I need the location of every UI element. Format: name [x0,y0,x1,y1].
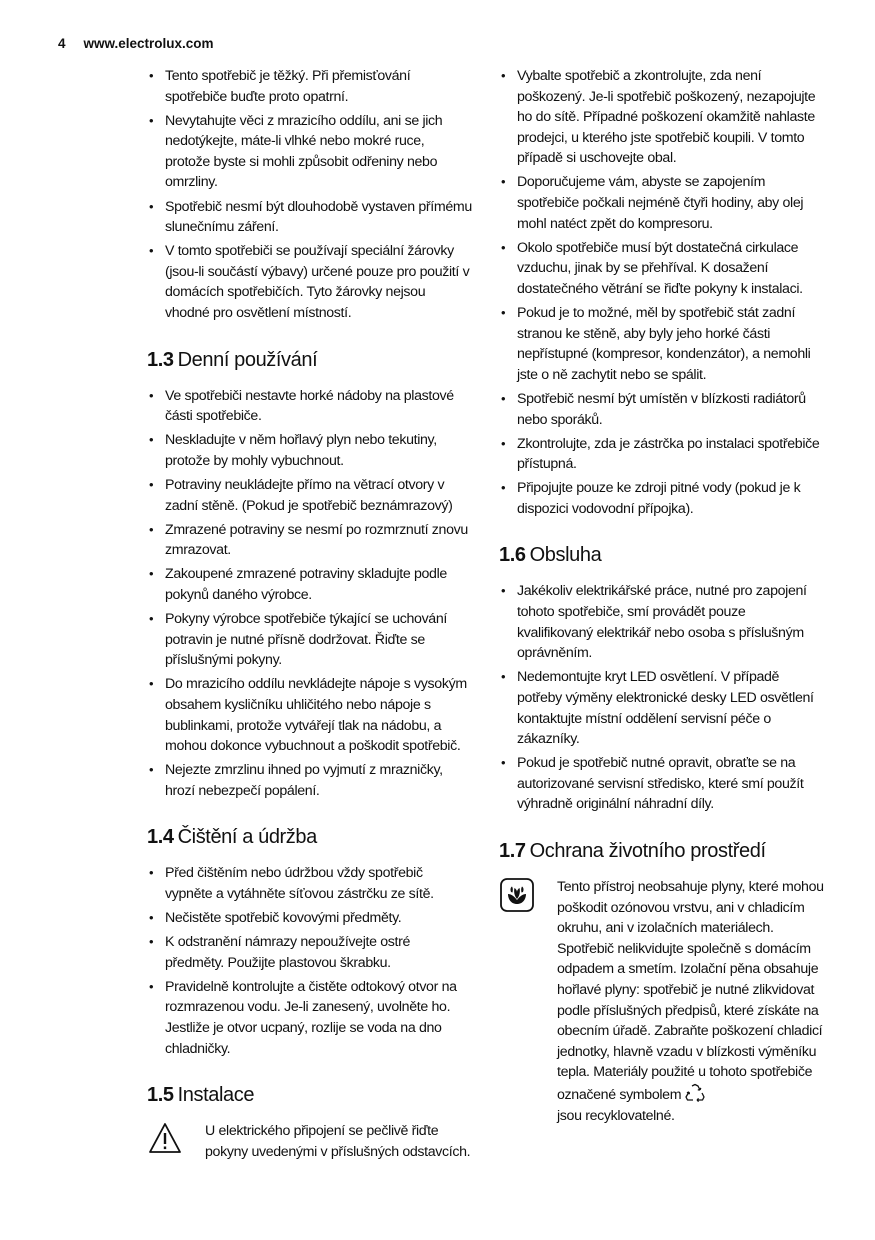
list-item: • Před čištěním nebo údržbou vždy spotřebič vypněte a vytáhněte síťovou zástrčku ze sítě. [147,863,472,904]
daily-use-list [147,386,472,802]
list-item: • V tomto spotřebiči se používají speciální žárovky (jsou-li součástí výbavy) určené pouze pro použití v domácích spotřebičích. Tyto žárovky nejsou vhodné pro osvětlení místností. [147,241,472,323]
section-title: Obsluha [529,544,602,567]
list-item: • Připojujte pouze ke zdroji pitné vody (pokud je k dispozici vodovodní přípojka). [499,478,824,519]
list-item: • Zakoupené zmrazené potraviny skladujte podle pokynů daného výrobce. [147,564,472,605]
list-item: • Doporučujeme vám, abyste se zapojením spotřebiče počkali nejméně čtyři hodiny, aby olej mohl natéct zpět do kompresoru. [499,172,824,234]
list-item: • Nevytahujte věci z mrazicího oddílu, ani se jich nedotýkejte, máte-li vlhké nebo mokré ruce, protože byste si mohli způsobit odřeniny nebo omrzliny. [147,111,472,193]
list-item: • Pokud je to možné, měl by spotřebič stát zadní stranou ke stěně, aby byly jeho horké části nepřístupné (kompresor, kondenzátor), a nemohli jste o ně zachytit nebo se spálit. [499,303,824,385]
section-title: Denní používání [177,348,318,371]
list-item: • Potraviny neukládejte přímo na větrací otvory v zadní stěně. (Pokud je spotřebič beznámrazový) [147,475,472,516]
section-heading-1-6 [499,543,824,567]
environment-icon [499,877,535,913]
environment-text-end: jsou recyklovatelné. [557,1107,675,1124]
environment-text [557,877,824,1126]
environment-text-main: Tento přístroj neobsahuje plyny, které mohou poškodit ozónovou vrstvu, ani v chladicím okruhu, ani v izolačních materiálech. Spotřebič nelikvidujte společně s domácím odpadem a smetím. Izolační pěna obsahuje hořlavé plyny: spotřebič je nutné zlikvidovat podle příslušných předpisů, které získáte na obecním úřadě. Zabraňte poškození chladicí jednotky, hlavně vzadu v blízkosti výměníku tepla. Materiály použité u tohoto spotřebiče označené symbolem [557,879,824,1103]
list-item: • Pokud je spotřebič nutné opravit, obraťte se na autorizované servisní středisko, které smí použít výhradně originální náhradní díly. [499,753,824,815]
list-item: • Ve spotřebiči nestavte horké nádoby na plastové části spotřebiče. [147,386,472,427]
safety-list-continued [147,66,472,324]
section-heading-1-5 [147,1083,472,1107]
section-heading-1-3 [147,348,472,372]
section-number: 1.6 [499,544,526,567]
list-item: • Nedemontujte kryt LED osvětlení. V případě potřeby výměny elektronické desky LED osvětlení kontaktujte místní oddělení servisní péče o zákazníky. [499,667,824,749]
section-number: 1.4 [147,826,174,849]
section-number: 1.5 [147,1084,174,1107]
section-heading-1-4 [147,825,472,849]
page-header [58,36,214,51]
warning-text: U elektrického připojení se pečlivě řiďte pokyny uvedenými v příslušných odstavcích. [205,1123,471,1160]
installation-warning [147,1121,472,1162]
environment-note [499,877,824,1126]
list-item: • Nečistěte spotřebič kovovými předměty. [147,908,472,929]
list-item: • Pravidelně kontrolujte a čistěte odtokový otvor na rozmrazenou vodu. Je-li zanesený, uvolněte ho. Jestliže je otvor ucpaný, rozlije se voda na dno chladničky. [147,977,472,1059]
service-list [499,581,824,815]
site-url: www.electrolux.com [83,36,214,51]
list-item: • Okolo spotřebiče musí být dostatečná cirkulace vzduchu, jinak by se přehříval. K dosažení dostatečného větrání se řiďte pokyny k instalaci. [499,238,824,300]
list-item: • K odstranění námrazy nepoužívejte ostré předměty. Použijte plastovou škrabku. [147,932,472,973]
list-item: • Neskladujte v něm hořlavý plyn nebo tekutiny, protože by mohly vybuchnout. [147,430,472,471]
list-item: • Zkontrolujte, zda je zástrčka po instalaci spotřebiče přístupná. [499,434,824,475]
list-item: • Zmrazené potraviny se nesmí po rozmrznutí znovu zmrazovat. [147,520,472,561]
list-item: • Jakékoliv elektrikářské práce, nutné pro zapojení tohoto spotřebiče, smí provádět pouze kvalifikovaný elektrikář nebo osoba s příslušným oprávněním. [499,581,824,663]
list-item: • Spotřebič nesmí být umístěn v blízkosti radiátorů nebo sporáků. [499,389,824,430]
section-number: 1.3 [147,348,174,371]
recycle-icon [684,1083,706,1103]
section-number: 1.7 [499,840,526,862]
page-number: 4 [58,36,66,51]
section-title: Čištění a údržba [177,826,317,849]
list-item: • Pokyny výrobce spotřebiče týkající se uchování potravin je nutné přísně dodržovat. Řiďte se příslušnými pokyny. [147,609,472,671]
section-title: Ochrana životního prostředí [529,840,766,862]
section-title: Instalace [177,1084,255,1107]
installation-list [499,66,824,519]
list-item: • Tento spotřebič je těžký. Při přemisťování spotřebiče buďte proto opatrní. [147,66,472,107]
list-item: • Do mrazicího oddílu nevkládejte nápoje s vysokým obsahem kysličníku uhličitého nebo nápoje s bublinkami, protože vytvářejí tlak na nádobu, a mohou dokonce vybuchnout a poškodit spotřebič. [147,674,472,756]
left-column [147,66,472,1162]
section-heading-1-7 [499,839,824,863]
right-column [499,66,824,1126]
list-item: • Spotřebič nesmí být dlouhodobě vystaven přímému slunečnímu záření. [147,197,472,238]
list-item: • Nejezte zmrzlinu ihned po vyjmutí z mrazničky, hrozí nebezpečí popálení. [147,760,472,801]
warning-triangle-icon [147,1121,183,1157]
list-item: • Vybalte spotřebič a zkontrolujte, zda není poškozený. Je-li spotřebič poškozený, nezapojujte ho do sítě. Případné poškození okamžitě nahlaste prodejci, u kterého jste spotřebič koupili. V tomto případě si uschovejte obal. [499,66,824,169]
cleaning-list [147,863,472,1059]
